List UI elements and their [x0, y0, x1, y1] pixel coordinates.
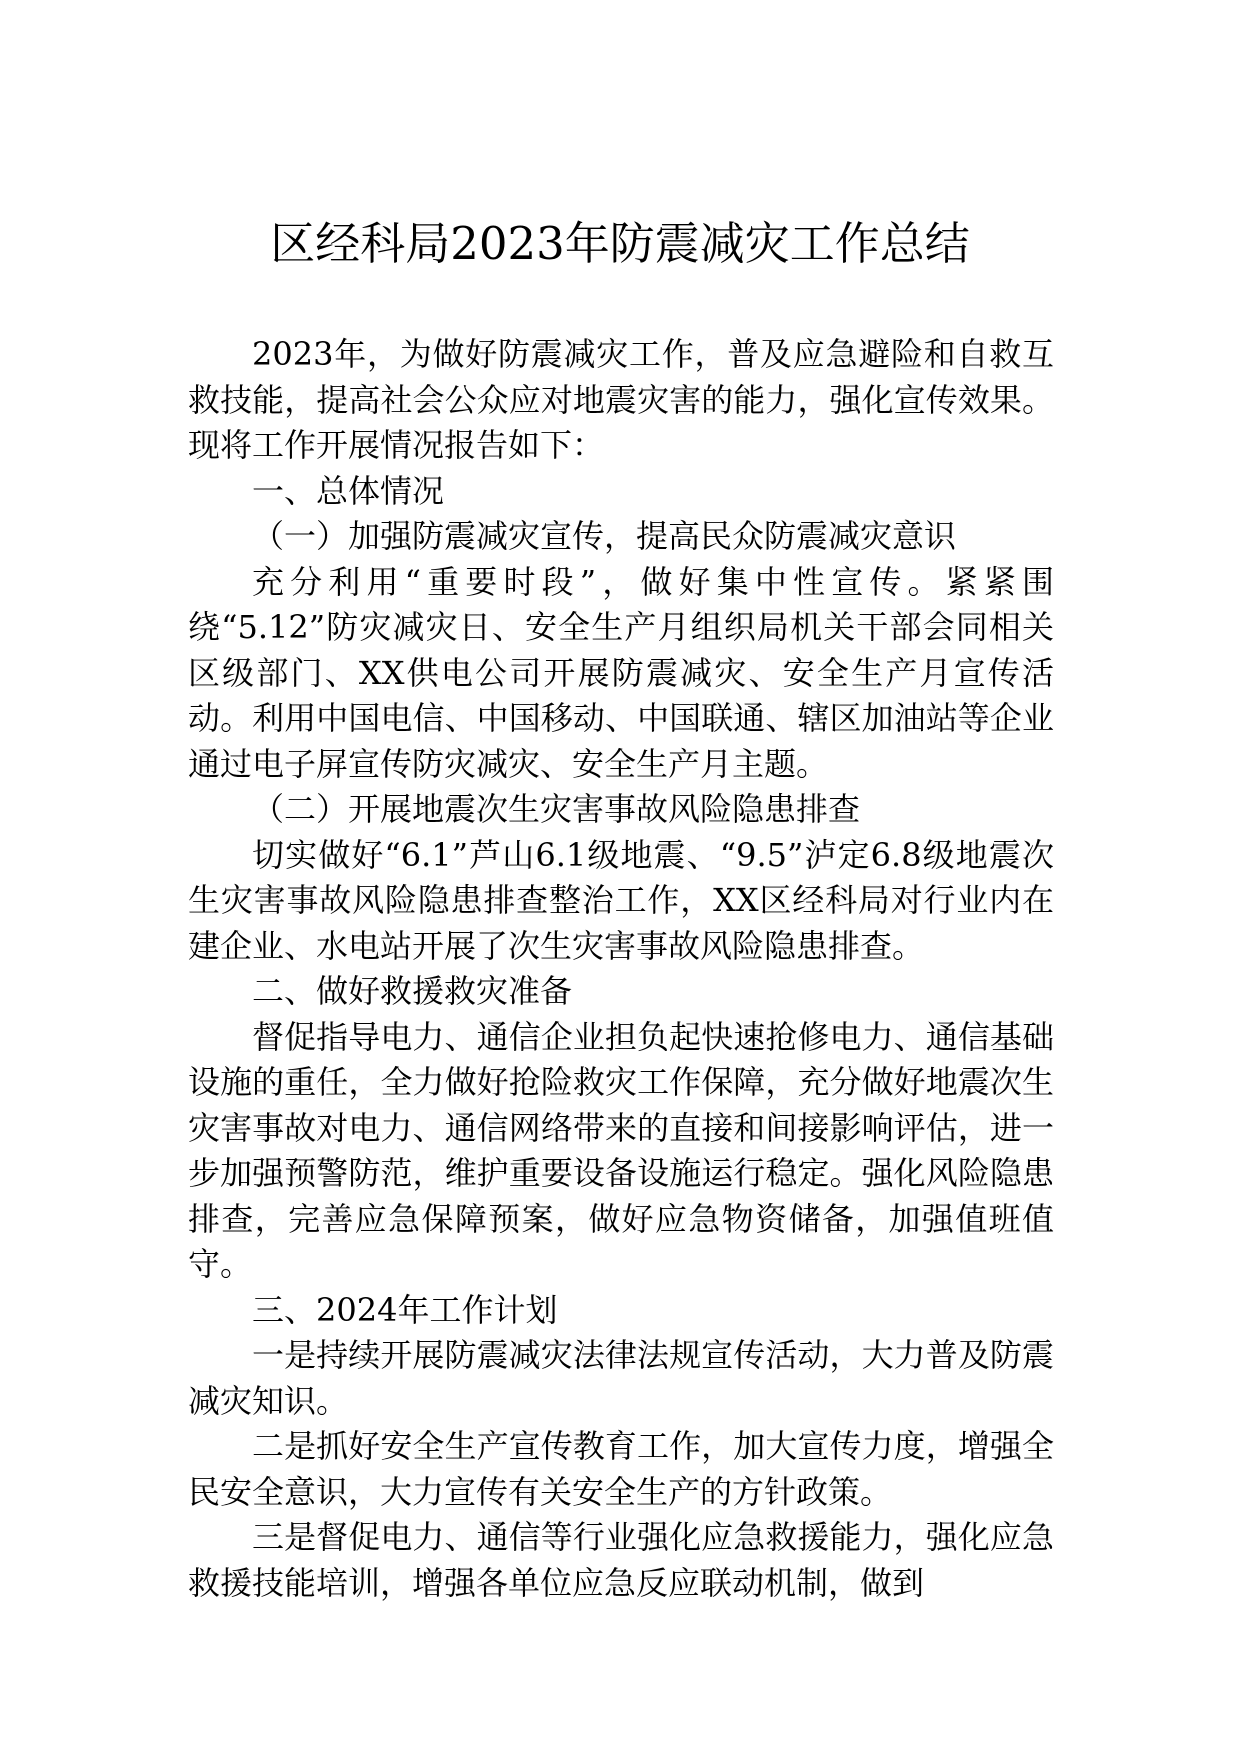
plan-item-3: 三是督促电力、通信等行业强化应急救援能力，强化应急救援技能培训，增强各单位应急反应联动机制，做到 [188, 1518, 1054, 1602]
hazard-check-paragraph: 切实做好“6.1”芦山6.1级地震、“9.5”泸定6.8级地震次生灾害事故风险隐患排查整治工作，XX区经科局对行业内在建企业、水电站开展了次生灾害事故风险隐患排查。 [188, 835, 1054, 965]
section-heading-rescue: 二、做好救援救灾准备 [252, 972, 573, 1010]
rescue-paragraph: 督促指导电力、通信企业担负起快速抢修电力、通信基础设施的重任，全力做好抢险救灾工作保障，充分做好地震次生灾害事故对电力、通信网络带来的直接和间接影响评估，进一步加强预警防范，维护重要设备设施运行稳定。强化风险隐患排查，完善应急保障预案，做好应急物资储备，加强值班值守。 [188, 1017, 1054, 1283]
document-title: 区经科局2023年防震减灾工作总结 [270, 217, 970, 270]
subsection-heading-hazard-check: （二）开展地震次生灾害事故风险隐患排查 [252, 790, 861, 828]
subsection-heading-publicity: （一）加强防震减灾宣传，提高民众防震减灾意识 [252, 517, 957, 555]
document-body [188, 332, 1054, 1606]
plan-item-2: 二是抓好安全生产宣传教育工作，加大宣传力度，增强全民安全意识，大力宣传有关安全生产的方针政策。 [188, 1427, 1054, 1511]
intro-paragraph: 2023年，为做好防震减灾工作，普及应急避险和自救互救技能，提高社会公众应对地震灾害的能力，强化宣传效果。现将工作开展情况报告如下： [188, 335, 1054, 464]
plan-item-1: 一是持续开展防震减灾法律法规宣传活动，大力普及防震减灾知识。 [188, 1336, 1054, 1420]
section-heading-plan: 三、2024年工作计划 [252, 1290, 558, 1329]
publicity-paragraph: 充分利用“重要时段”，做好集中性宣传。紧紧围绕“5.12”防灾减灾日、安全生产月组织局机关干部会同相关区级部门、XX供电公司开展防震减灾、安全生产月宣传活动。利用中国电信、中国移动、中国联通、辖区加油站等企业通过电子屏宣传防灾减灾、安全生产月主题。 [188, 562, 1054, 783]
section-heading-overall: 一、总体情况 [252, 471, 445, 510]
